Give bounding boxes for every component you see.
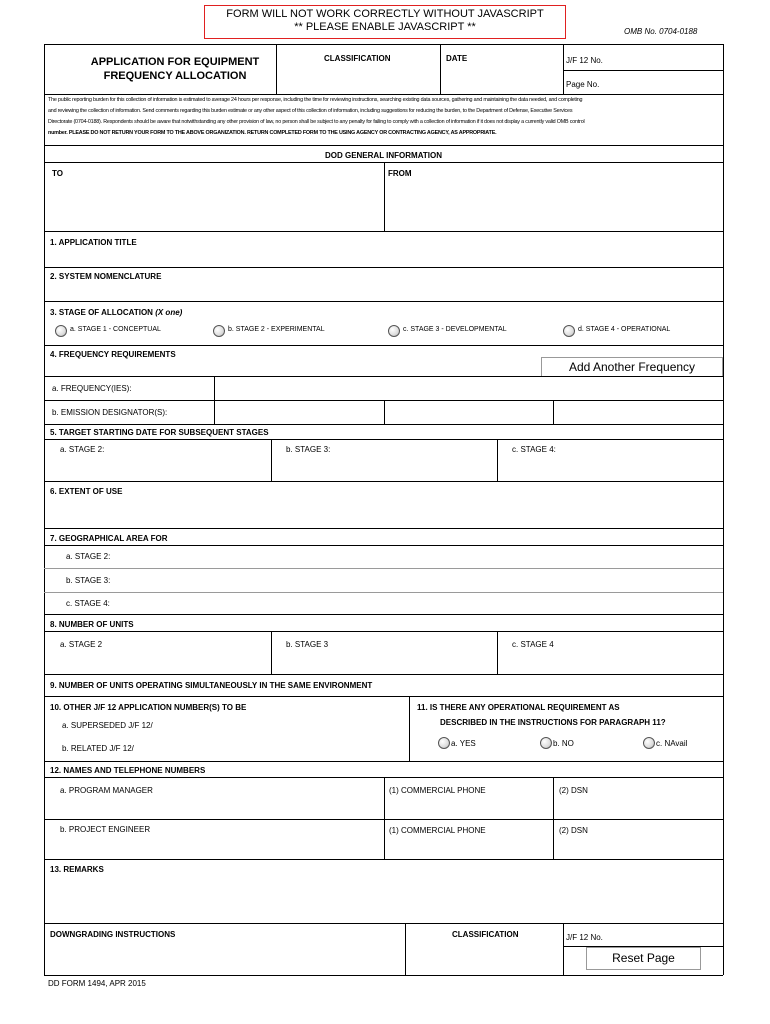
date-field[interactable] [444, 66, 560, 90]
footer-jf12-field[interactable] [610, 926, 720, 944]
form-title-line-2: FREQUENCY ALLOCATION [103, 70, 247, 82]
superseded-jf12-field[interactable] [160, 717, 406, 735]
dod-general-information-heading: DOD GENERAL INFORMATION [324, 151, 443, 160]
units-stage-2-field[interactable] [48, 652, 268, 672]
operational-no-radio[interactable] [540, 737, 552, 749]
header-date-label: DATE [446, 54, 468, 63]
stage-1-label: a. STAGE 1 - CONCEPTUAL [70, 326, 161, 333]
header-classification-label: CLASSIFICATION [324, 54, 391, 63]
frequency-label: a. FREQUENCY(IES): [52, 384, 132, 393]
pm-commercial-phone-field[interactable] [387, 798, 550, 816]
geographical-area-label: 7. GEOGRAPHICAL AREA FOR [50, 534, 168, 543]
stage-of-allocation-hint: (X one) [155, 308, 183, 317]
form-identifier: DD FORM 1494, APR 2015 [48, 979, 146, 988]
burden-statement-line-4: number. PLEASE DO NOT RETURN YOUR FORM TO THE ABOVE ORGANIZATION. RETURN COMPLETED FORM TO THE USING AGENCY OR CONTRACTING AGENCY, AS APPROPRIATE. [48, 130, 497, 136]
operational-yes-radio[interactable] [438, 737, 450, 749]
pe-commercial-phone-label: (1) COMMERCIAL PHONE [389, 826, 486, 835]
pe-dsn-label: (2) DSN [559, 826, 588, 835]
stage-1-radio[interactable] [55, 325, 67, 337]
to-field[interactable] [48, 180, 380, 228]
page-number-field[interactable] [610, 73, 720, 92]
related-jf12-field[interactable] [160, 740, 406, 758]
target-stage-3-field[interactable] [274, 457, 494, 479]
frequency-requirements-label: 4. FREQUENCY REQUIREMENTS [50, 350, 176, 359]
superseded-jf12-label: a. SUPERSEDED J/F 12/ [62, 721, 153, 730]
units-stage-4-field[interactable] [500, 652, 720, 672]
units-stage-3-field[interactable] [274, 652, 494, 672]
operational-no-label: b. NO [553, 739, 574, 748]
to-label: TO [52, 169, 63, 178]
geo-stage-2-field[interactable] [120, 548, 720, 566]
operational-navail-radio[interactable] [643, 737, 655, 749]
target-stage-2-field[interactable] [48, 457, 268, 479]
add-another-frequency-button[interactable]: Add Another Frequency [541, 357, 723, 377]
stage-3-radio[interactable] [388, 325, 400, 337]
system-nomenclature-field[interactable] [48, 283, 720, 299]
classification-field[interactable] [280, 66, 436, 90]
geo-stage-2-label: a. STAGE 2: [66, 552, 111, 561]
pm-dsn-label: (2) DSN [559, 786, 588, 795]
emission-designator-field-2[interactable] [387, 403, 550, 421]
system-nomenclature-label: 2. SYSTEM NOMENCLATURE [50, 272, 162, 281]
stage-3-label: c. STAGE 3 - DEVELOPMENTAL [403, 326, 507, 333]
operational-navail-label: c. NAvail [656, 739, 688, 748]
from-field[interactable] [388, 180, 720, 228]
footer-classification-field[interactable] [409, 942, 560, 972]
target-stage-3-label: b. STAGE 3: [286, 445, 331, 454]
emission-designator-field-3[interactable] [556, 403, 720, 421]
header-jf12-label: J/F 12 No. [566, 56, 603, 65]
pe-dsn-field[interactable] [556, 838, 720, 856]
header-page-no-label: Page No. [566, 80, 600, 89]
downgrading-instructions-field[interactable] [48, 942, 402, 972]
pm-commercial-phone-label: (1) COMMERCIAL PHONE [389, 786, 486, 795]
target-stage-4-label: c. STAGE 4: [512, 445, 556, 454]
units-stage-2-label: a. STAGE 2 [60, 640, 103, 649]
frequency-field[interactable] [217, 379, 720, 398]
burden-statement-line-1: The public reporting burden for this collection of information is estimated to average 24 hours per response, including the time for reviewing instructions, searching existing data sources, gathering and maintaining the data needed, and completing [48, 97, 583, 103]
downgrading-instructions-label: DOWNGRADING INSTRUCTIONS [50, 930, 176, 939]
emission-designator-field-1[interactable] [217, 403, 381, 421]
operational-requirement-question-line-1: 11. IS THERE ANY OPERATIONAL REQUIREMENT AS [417, 703, 620, 712]
pm-dsn-field[interactable] [556, 798, 720, 816]
burden-statement-line-3: Directorate (0704-0188). Respondents should be aware that notwithstanding any other provision of law, no person shall be subject to any penalty for failing to comply with a collection of information if it does not display a currently valid OMB control [48, 119, 585, 125]
emission-designator-label: b. EMISSION DESIGNATOR(S): [52, 408, 168, 417]
extent-of-use-label: 6. EXTENT OF USE [50, 487, 123, 496]
geo-stage-3-field[interactable] [120, 571, 720, 590]
units-stage-4-label: c. STAGE 4 [512, 640, 554, 649]
pe-commercial-phone-field[interactable] [387, 838, 550, 856]
banner-line-1: FORM WILL NOT WORK CORRECTLY WITHOUT JAVASCRIPT [226, 8, 544, 20]
project-engineer-label: b. PROJECT ENGINEER [60, 825, 151, 834]
target-starting-date-label: 5. TARGET STARTING DATE FOR SUBSEQUENT STAGES [50, 428, 269, 437]
footer-jf12-label: J/F 12 No. [566, 933, 603, 942]
units-stage-3-label: b. STAGE 3 [286, 640, 329, 649]
stage-2-label: b. STAGE 2 - EXPERIMENTAL [228, 326, 325, 333]
extent-of-use-field[interactable] [48, 498, 720, 526]
banner-line-2: ** PLEASE ENABLE JAVASCRIPT ** [294, 21, 476, 33]
stage-4-label: d. STAGE 4 - OPERATIONAL [578, 326, 671, 333]
omb-number: OMB No. 0704-0188 [624, 27, 698, 36]
from-label: FROM [388, 169, 412, 178]
number-of-units-label: 8. NUMBER OF UNITS [50, 620, 134, 629]
burden-statement-line-2: and reviewing the collection of information. Send comments regarding this burden estimate or any other aspect of this collection of information, including suggestions for reducing the burden, to the Department of Defense, Executive Services [48, 108, 573, 114]
geo-stage-4-field[interactable] [120, 595, 720, 612]
stage-of-allocation-text: 3. STAGE OF ALLOCATION [50, 308, 153, 317]
application-title-field[interactable] [48, 249, 720, 265]
operational-yes-label: a. YES [451, 739, 476, 748]
application-title-label: 1. APPLICATION TITLE [50, 238, 137, 247]
operational-requirement-question-line-2: DESCRIBED IN THE INSTRUCTIONS FOR PARAGRAPH 11? [440, 718, 666, 727]
related-jf12-label: b. RELATED J/F 12/ [62, 744, 134, 753]
stage-4-radio[interactable] [563, 325, 575, 337]
project-engineer-field[interactable] [48, 838, 381, 856]
target-stage-2-label: a. STAGE 2: [60, 445, 105, 454]
program-manager-label: a. PROGRAM MANAGER [60, 786, 153, 795]
names-telephone-label: 12. NAMES AND TELEPHONE NUMBERS [50, 766, 206, 775]
footer-classification-label: CLASSIFICATION [452, 930, 519, 939]
geo-stage-3-label: b. STAGE 3: [66, 576, 111, 585]
remarks-label: 13. REMARKS [50, 865, 104, 874]
stage-of-allocation-label [50, 308, 182, 317]
target-stage-4-field[interactable] [500, 457, 720, 479]
remarks-field[interactable] [48, 877, 720, 921]
stage-2-radio[interactable] [213, 325, 225, 337]
units-simultaneous-field[interactable] [382, 677, 720, 693]
other-jf12-label: 10. OTHER J/F 12 APPLICATION NUMBER(S) TO BE [50, 703, 247, 712]
units-simultaneous-label: 9. NUMBER OF UNITS OPERATING SIMULTANEOUSLY IN THE SAME ENVIRONMENT [50, 681, 373, 690]
reset-page-button[interactable]: Reset Page [586, 947, 701, 970]
geo-stage-4-label: c. STAGE 4: [66, 599, 110, 608]
form-title-line-1: APPLICATION FOR EQUIPMENT [90, 56, 260, 68]
jf12-number-field[interactable] [610, 48, 720, 68]
program-manager-field[interactable] [48, 798, 381, 816]
